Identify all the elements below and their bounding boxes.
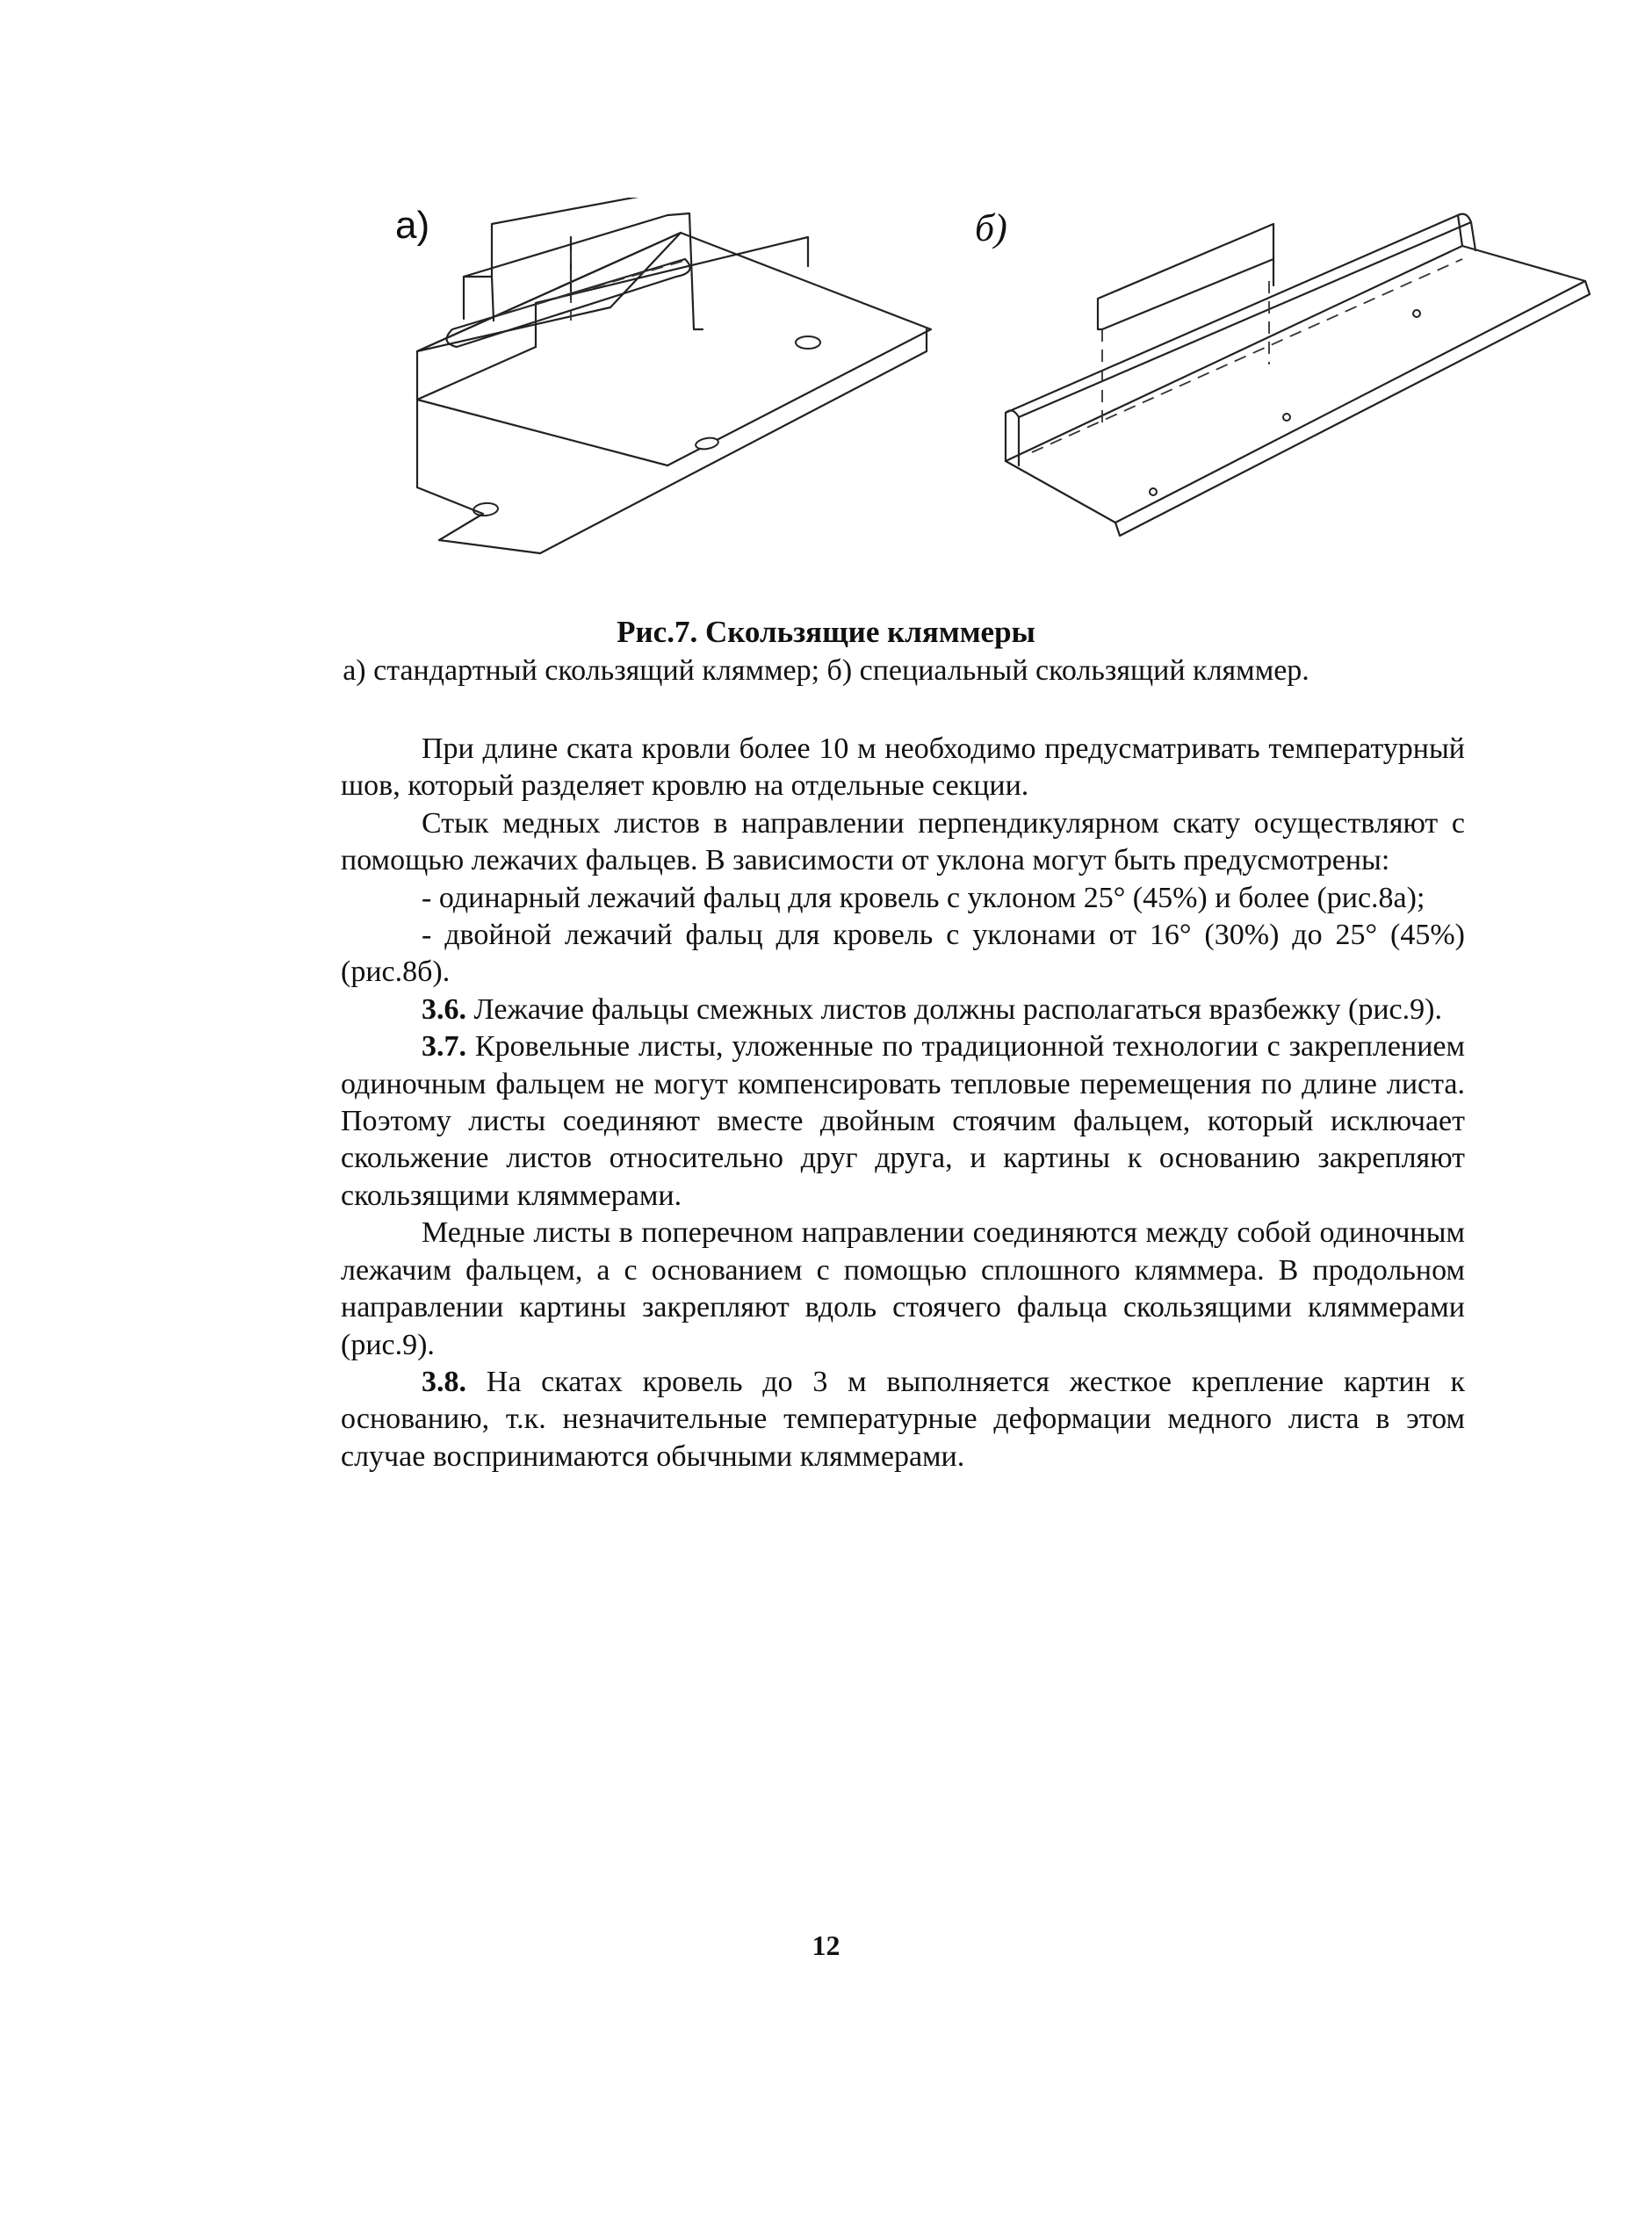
paragraph [341, 992, 1465, 1028]
figure-caption-title: Рис.7. Скользящие кляммеры [617, 615, 1035, 649]
paragraph-text: Лежачие фальцы смежных листов должны располагаться вразбежку (рис.9). [473, 992, 1442, 1026]
page-number: 12 [812, 1929, 840, 1961]
standard-sliding-cleat-drawing [386, 198, 966, 575]
section-number: 3.8. [422, 1365, 466, 1398]
paragraph: Стык медных листов в направлении перпендикулярном скату осуществляют с помощью лежачих фальцев. В зависимости от уклона могут быть предусмотрены: [341, 806, 1465, 877]
figure-caption-subtitle: а) стандартный скользящий кляммер; б) специальный скользящий кляммер. [343, 654, 1309, 687]
list-item: - двойной лежачий фальц для кровель с уклонами от 16° (30%) до 25° (45%) (рис.8б). [341, 919, 1465, 989]
paragraph-text: На скатах кровель до 3 м выполняется жесткое крепление картин к основанию, т.к. незначительные температурные деформации медного листа в этом случае воспринимаются обычными кляммерами. [341, 1365, 1465, 1473]
figure-label-a: а) [395, 204, 430, 247]
paragraph-text: Кровельные листы, уложенные по традиционной технологии с закреплением одиночным фальцем не могут компенсировать тепловые перемещения по длине листа. Поэтому листы соединяют вместе двойным стоячим фальцем, который исключает скольжение листов относительно друг друга, и картины к основанию закрепляют скользящими кляммерами. [341, 1030, 1465, 1212]
paragraph: Медные листы в поперечном направлении соединяются между собой одиночным лежачим фальцем, а с основанием с помощью сплошного кляммера. В продольном направлении картины закрепляют вдоль стоячего фальца скользящими кляммерами (рис.9). [341, 1216, 1465, 1361]
paragraph [341, 1364, 1465, 1475]
figure-label-b: б) [975, 206, 1007, 249]
paragraph: При длине ската кровли более 10 м необходимо предусматривать температурный шов, который разделяет кровлю на отдельные секции. [341, 732, 1465, 803]
section-number: 3.6. [422, 992, 466, 1026]
paragraph [341, 1028, 1465, 1215]
section-number: 3.7. [422, 1030, 466, 1064]
body-text [341, 731, 1465, 1475]
special-sliding-cleat-drawing [970, 198, 1612, 558]
list-item: - одинарный лежачий фальц для кровель с уклоном 25° (45%) и более (рис.8а); [422, 881, 1425, 914]
